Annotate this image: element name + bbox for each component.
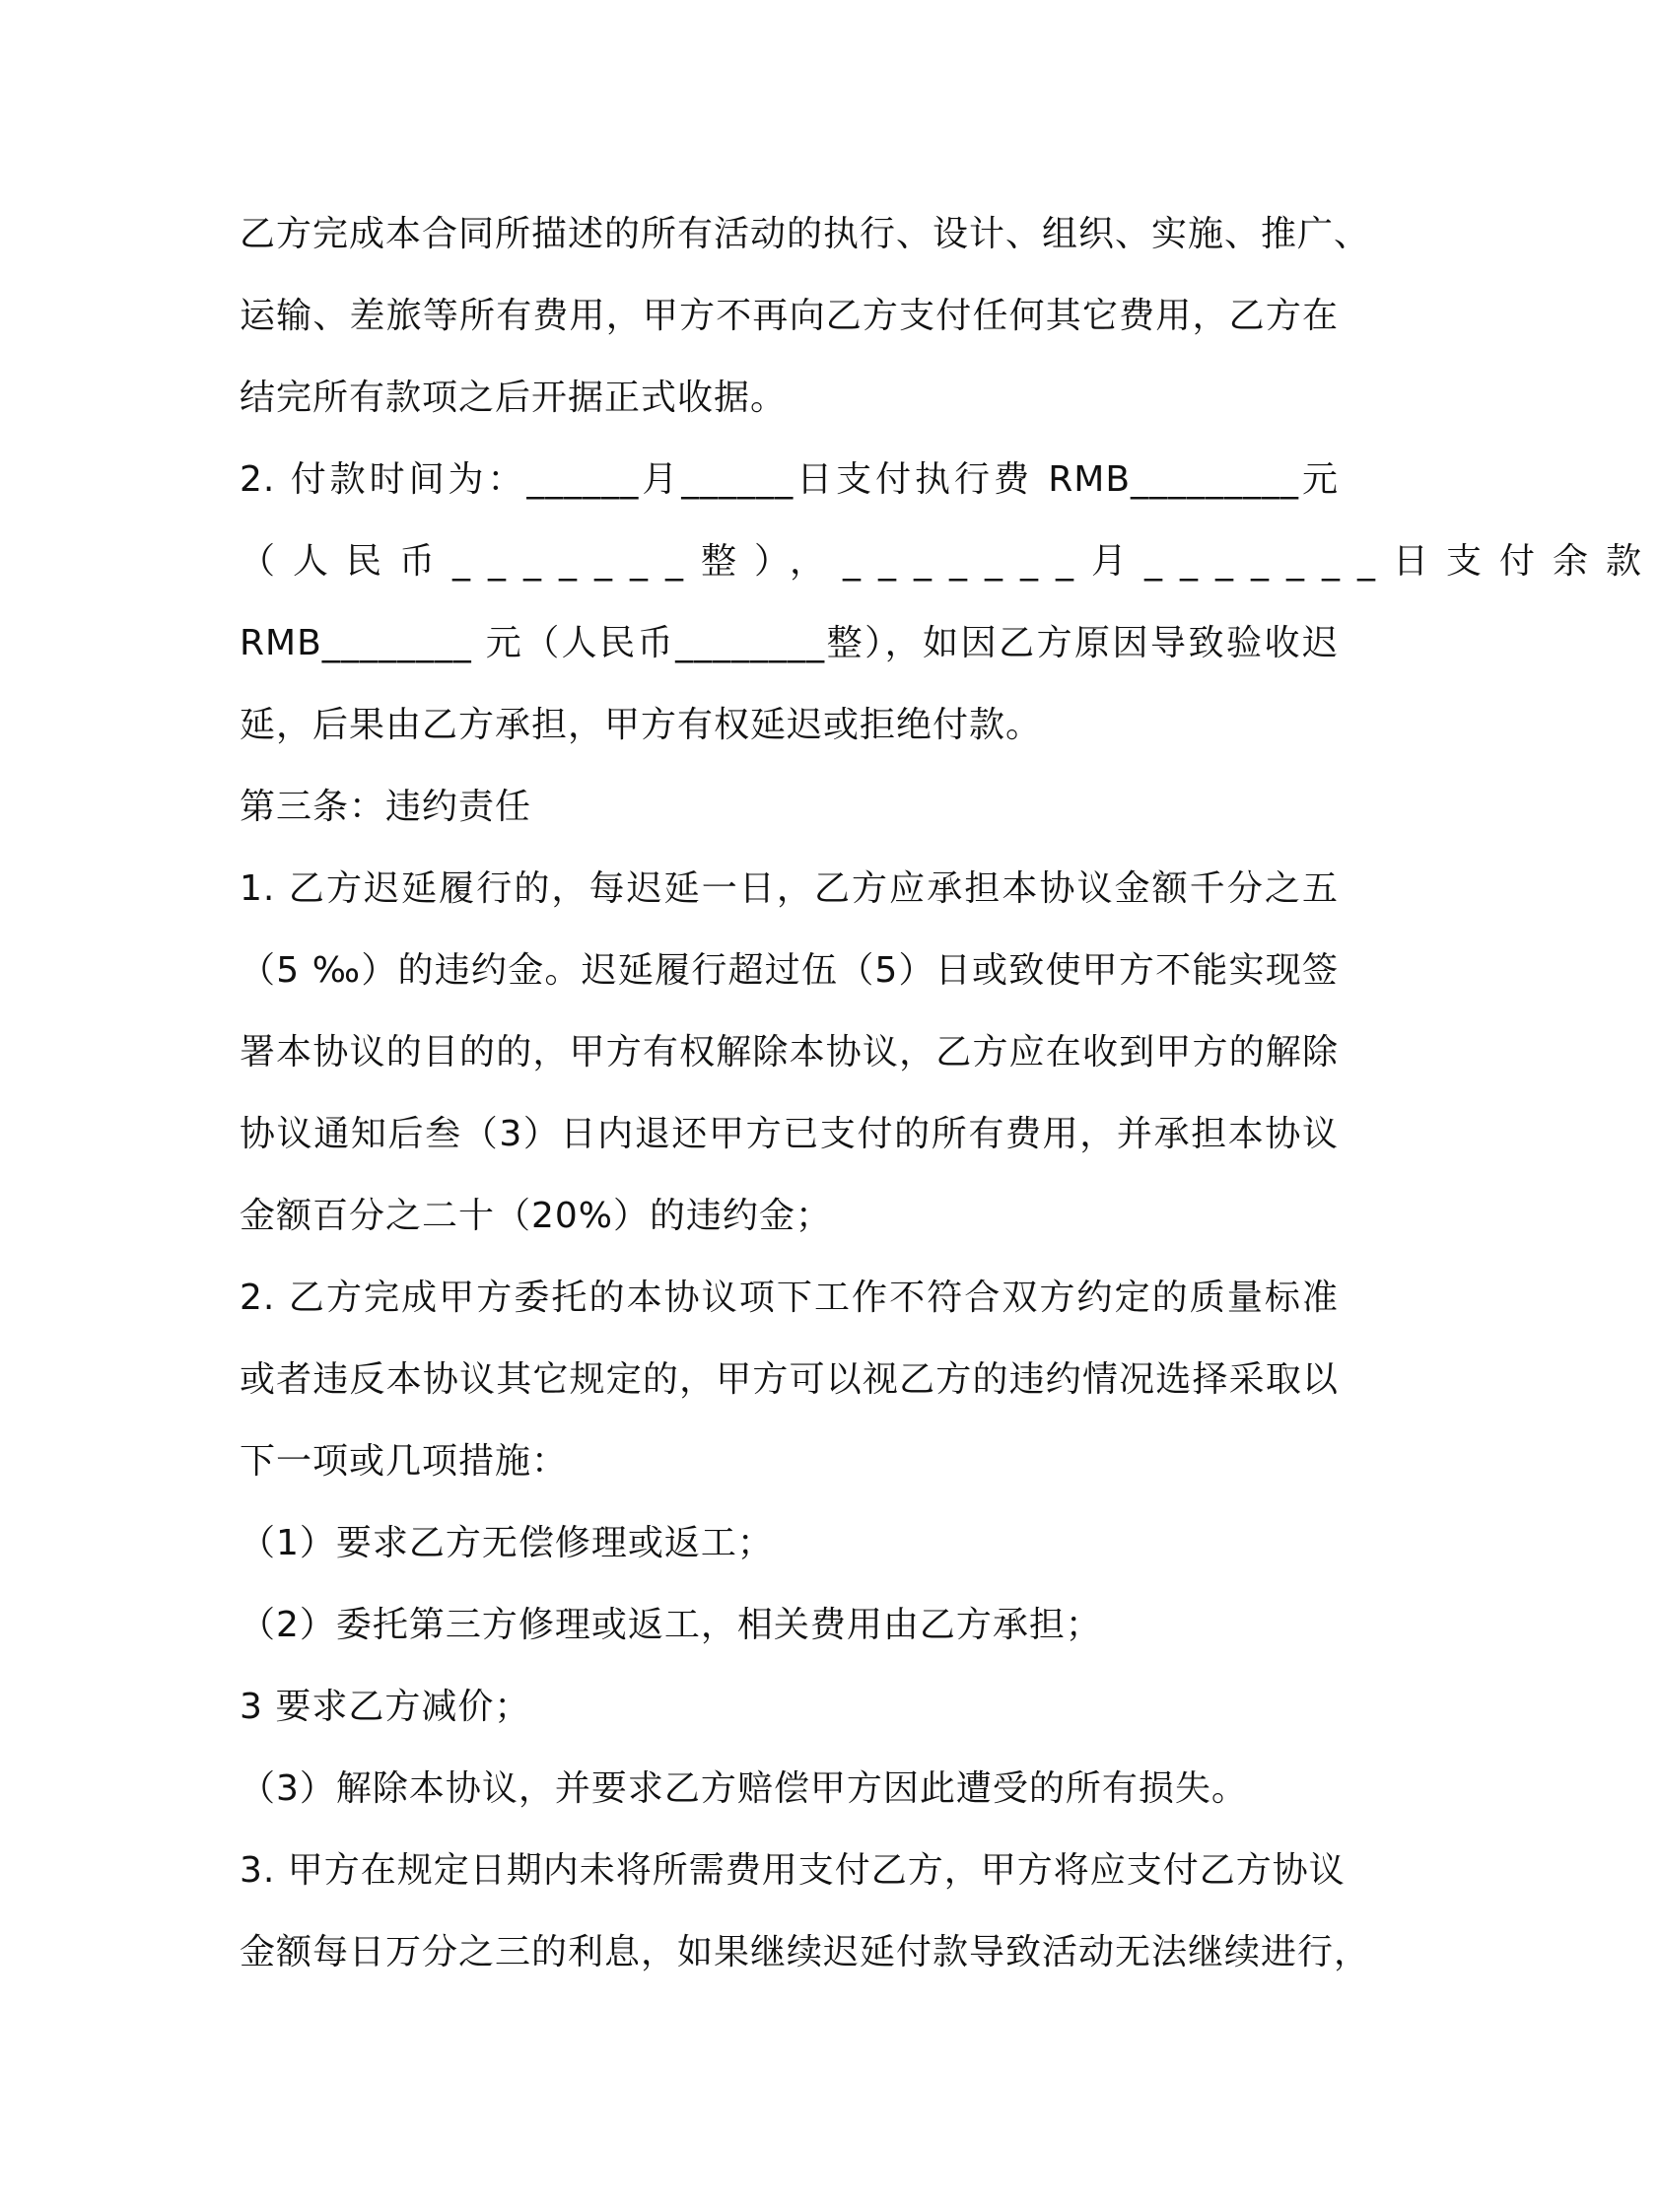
list-item: （1）要求乙方无偿修理或返工； [240, 1523, 774, 1563]
payment-time-line: 2. 付款时间为：______月______日支付执行费 RMB_________元 [240, 459, 1339, 500]
section-heading: 第三条：违约责任 [240, 787, 532, 827]
list-item: 3 要求乙方减价； [240, 1687, 531, 1727]
contract-text [240, 193, 1659, 1993]
text-line: 金额每日万分之三的利息，如果继续迟延付款导致活动无法继续进行， [240, 1932, 1371, 1972]
text-line: 金额百分之二十（20%）的违约金； [240, 1196, 833, 1236]
text-line: 或者违反本协议其它规定的，甲方可以视乙方的违约情况选择采取以 [240, 1359, 1339, 1400]
text-line: 协议通知后叁（3）日内退还甲方已支付的所有费用，并承担本协议 [240, 1114, 1339, 1154]
payment-amount-line: （人民币_______整），_______月_______日支付余款 [240, 541, 1659, 582]
text-line: 结完所有款项之后开据正式收据。 [240, 378, 788, 418]
list-item: （2）委托第三方修理或返工，相关费用由乙方承担； [240, 1605, 1102, 1645]
list-item: （3）解除本协议，并要求乙方赔偿甲方因此遭受的所有损失。 [240, 1768, 1248, 1809]
text-line: 下一项或几项措施： [240, 1441, 569, 1482]
text-line: 署本协议的目的的，甲方有权解除本协议，乙方应在收到甲方的解除 [240, 1032, 1339, 1072]
text-line: 延，后果由乙方承担，甲方有权延迟或拒绝付款。 [240, 705, 1043, 745]
text-line: 乙方完成本合同所描述的所有活动的执行、设计、组织、实施、推广、 [240, 214, 1371, 254]
text-line: （5 ‰）的违约金。迟延履行超过伍（5）日或致使甲方不能实现签 [240, 950, 1339, 991]
clause-line: 2. 乙方完成甲方委托的本协议项下工作不符合双方约定的质量标准 [240, 1278, 1339, 1318]
payment-balance-line: RMB________ 元（人民币________整），如因乙方原因导致验收迟 [240, 623, 1339, 663]
clause-line: 1. 乙方迟延履行的，每迟延一日，乙方应承担本协议金额千分之五 [240, 868, 1339, 909]
clause-line: 3. 甲方在规定日期内未将所需费用支付乙方，甲方将应支付乙方协议 [240, 1850, 1346, 1891]
text-line: 运输、差旅等所有费用，甲方不再向乙方支付任何其它费用，乙方在 [240, 296, 1339, 336]
